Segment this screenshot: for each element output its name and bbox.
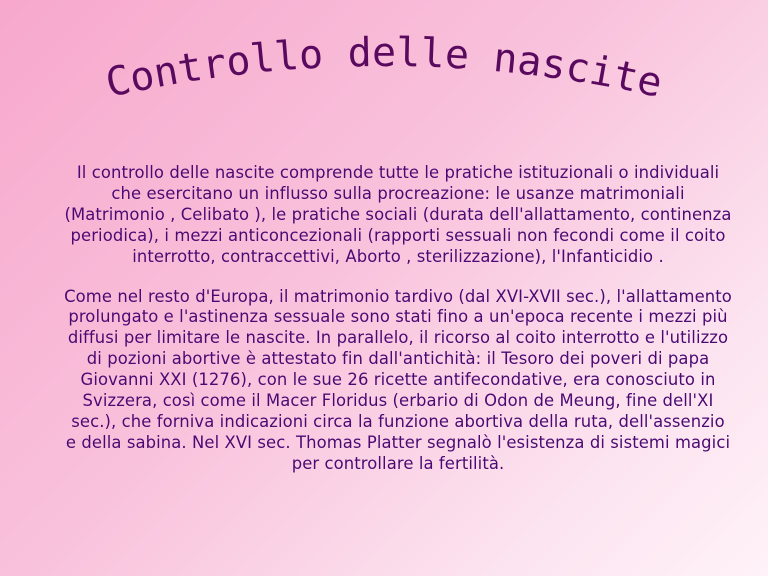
paragraph-history-switzerland: Come nel resto d'Europa, il matrimonio tardivo (dal XVI-XVII sec.), l'allattamento prolungato e l'astinenza sessuale sono stati fino a un'epoca recente i mezzi più diffusi per limitare le nascite. In parallelo, il ricorso al coito interrotto e l'utilizzo di pozioni abortive è attestato fin dall'antichità: il Tesoro dei poveri di papa Giovanni XXI (1276), con le sue 26 ricette antifecondative, era conosciuto in Svizzera, così come il Macer Floridus (erbario di Odon de Meung, fine dell'XI sec.), che forniva indicazioni circa la funzione abortiva della ruta, dell'assenzio e della sabina. Nel XVI sec. Thomas Platter segnalò l'esistenza di sistemi magici per controllare la fertilità.	[64, 286, 732, 473]
slide-title	[0, 0, 768, 140]
slide-title-path: Controllo delle nascite	[101, 30, 667, 107]
paragraph-birth-control-definition: Il controllo delle nascite comprende tutte le pratiche istituzionali o individuali che esercitano un influsso sulla procreazione: le usanze matrimoniali (Matrimonio , Celibato ), le pratiche sociali (durata dell'allattamento, continenza periodica), i mezzi anticoncezionali (rapporti sessuali non fecondi come il coito interrotto, contraccettivi, Aborto , sterilizzazione), l'Infanticidio .	[64, 163, 732, 266]
slide-title-text	[102, 30, 667, 107]
slide-body	[64, 163, 732, 475]
slide-title-art	[0, 0, 768, 140]
